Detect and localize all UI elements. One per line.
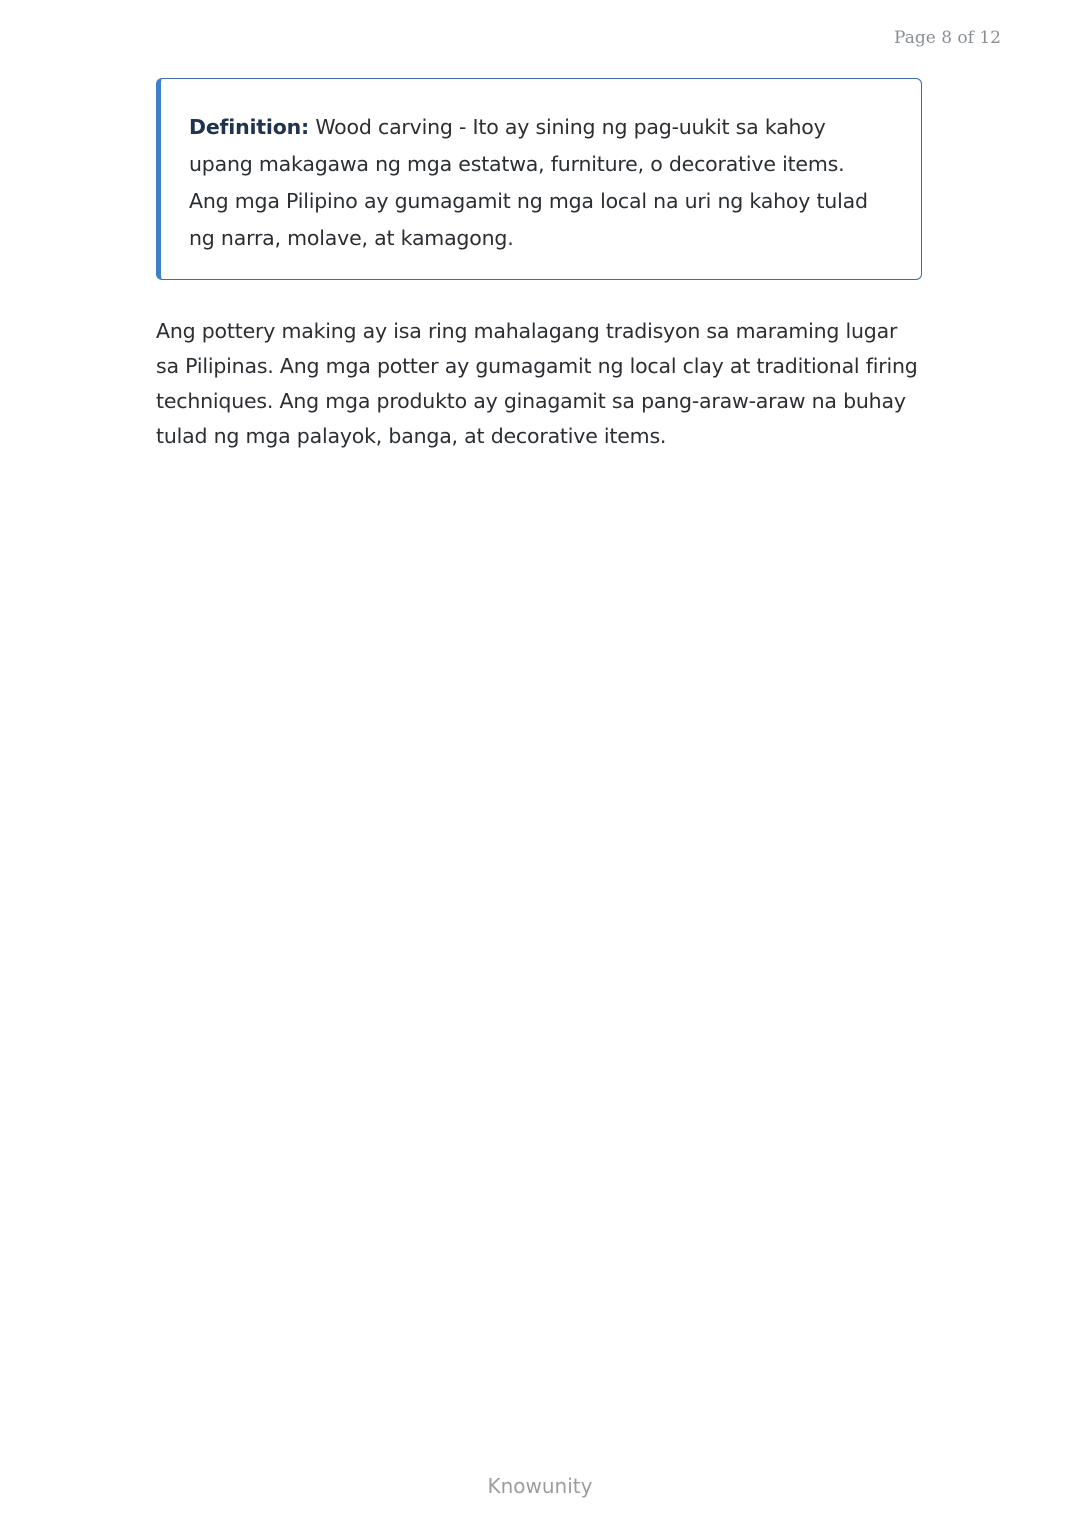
definition-box	[156, 78, 922, 280]
body-paragraph: Ang pottery making ay isa ring mahalagang tradisyon sa maraming lugar sa Pilipinas. Ang mga potter ay gumagamit ng local clay at traditional firing techniques. Ang mga produkto ay ginagamit sa pang-araw-araw na buhay tulad ng mga palayok, banga, at decorative items.	[156, 319, 918, 448]
definition-term: Definition:	[189, 115, 309, 139]
page-number: Page 8 of 12	[894, 28, 1001, 48]
footer-brand: Knowunity	[487, 1474, 593, 1498]
definition-body: Wood carving - Ito ay sining ng pag-uukit sa kahoy upang makagawa ng mga estatwa, furniture, o decorative items. Ang mga Pilipino ay gumagamit ng mga local na uri ng kahoy tulad ng narra, molave, at kamagong.	[189, 115, 868, 250]
definition-text	[189, 109, 881, 257]
